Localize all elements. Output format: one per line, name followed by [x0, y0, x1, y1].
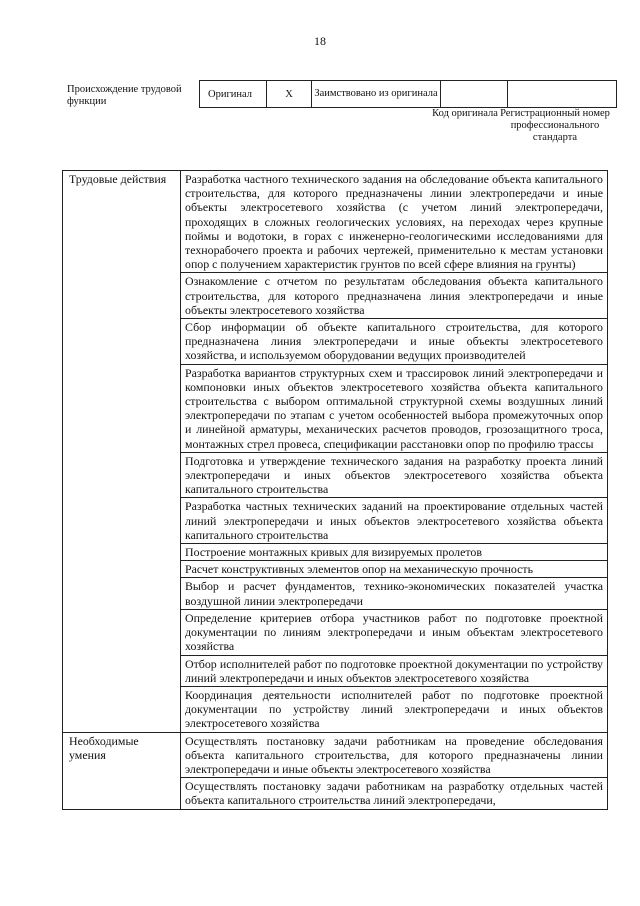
section-label: Трудовые действия: [63, 171, 181, 733]
table-cell: Расчет конструктивных элементов опор на механическую прочность: [181, 561, 608, 578]
functions-table: [62, 170, 608, 810]
table-cell: Подготовка и утверждение технического задания на разработку проекта линий электропередачи и иных объектов электросетевого хозяйства объекта капитального строительства: [181, 452, 608, 498]
table-cell: Определение критериев отбора участников работ по подготовке проектной документации по линиям электропередачи и иным объектам электросетевого хозяйства: [181, 609, 608, 655]
table-cell: Осуществлять постановку задачи работникам на разработку отдельных частей объекта капитального строительства линий электропередачи,: [181, 778, 608, 809]
original-label: Оригинал: [200, 81, 267, 108]
table-cell: Разработка вариантов структурных схем и трассировок линий электропередачи и компоновки иных объектов электросетевого хозяйства объекта капитального строительства с выбором оптимальной структурной схемы воздушных линий электропередачи по этапам с учетом особенностей выбора промежуточных опор и линейной арматуры, механических расчетов проводов, грозозащитного троса, монтажных стрел провеса, спецификации расстановки опор по профилю трассы: [181, 364, 608, 452]
table-cell: Разработка частных технических заданий на проектирование отдельных частей линий электропередачи и иных объектов электросетевого хозяйства объекта капитального строительства: [181, 498, 608, 544]
table-cell: Разработка частного технического задания на обследование объекта капитального строительства, для которого предназначены линии электропередачи и иные объекты электросетевого хозяйства (с учетом линий электропередачи, проходящих в сложных геологических условиях, на переходах через крупные поймы и водотоки, в горах с инженерно-геологическими исследованиями для технорабочего проекта и рабочих чертежей, применительно к местам установки опор с получением характеристик грунтов по всей сфере влияния на грунты): [181, 171, 608, 273]
origin-table: [199, 80, 617, 108]
original-mark: X: [267, 81, 312, 108]
page-number: 18: [314, 34, 326, 48]
origin-label: Происхождение трудовой функции: [67, 84, 182, 107]
code-cell: [441, 81, 508, 108]
table-cell: Сбор информации об объекте капитального строительства, для которого предназначена линия электропередачи и иные объекты электросетевого хозяйства, и используемом оборудовании ведущих производителей: [181, 319, 608, 365]
table-cell: Координация деятельности исполнителей работ по подготовке проектной документации по устройству линий электропередачи и иных объектов электросетевого хозяйства: [181, 686, 608, 732]
table-cell: Построение монтажных кривых для визируемых пролетов: [181, 544, 608, 561]
code-label: Код оригинала: [432, 108, 498, 119]
table-cell: Выбор и расчет фундаментов, технико-экономических показателей участка воздушной линии электропередачи: [181, 578, 608, 609]
table-cell: Отбор исполнителей работ по подготовке проектной документации по устройству линий электропередачи и иных объектов электросетевого хозяйства: [181, 655, 608, 686]
table-cell: Ознакомление с отчетом по результатам обследования объекта капитального строительства, для которого предназначена линия электропередачи и иные объекты электросетевого хозяйства: [181, 273, 608, 319]
table-row: [63, 732, 608, 778]
borrowed-label: Заимствовано из оригинала: [312, 81, 441, 108]
reg-cell: [508, 81, 617, 108]
table-cell: Осуществлять постановку задачи работникам на проведение обследования объекта капитального строительства, для которого предназначены линии электропередачи и иные объекты электросетевого хозяйства: [181, 732, 608, 778]
table-row: [63, 171, 608, 273]
section-label: Необходимые умения: [63, 732, 181, 809]
reg-number-label: Регистрационный номер профессионального стандарта: [500, 108, 610, 143]
